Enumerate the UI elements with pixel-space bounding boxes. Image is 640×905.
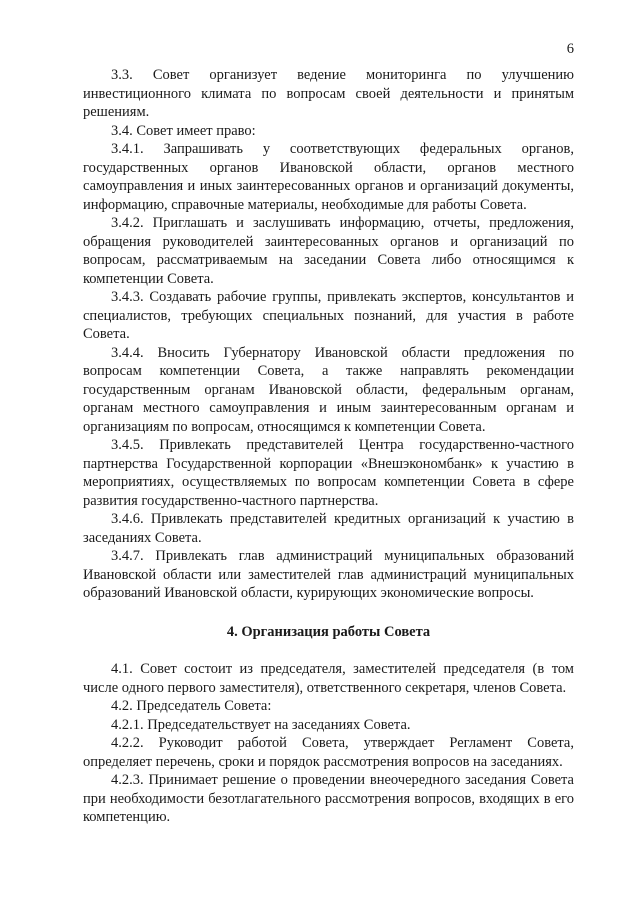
page-number: 6 xyxy=(566,41,574,57)
paragraph-4-2-2: 4.2.2. Руководит работой Совета, утверждает Регламент Совета, определяет перечень, сроки и порядок рассмотрения вопросов на заседаниях. xyxy=(83,735,574,770)
paragraph-3-4: 3.4. Совет имеет право: xyxy=(111,122,256,139)
paragraph-3-4-6: 3.4.6. Привлекать представителей кредитных организаций к участию в заседаниях Совета. xyxy=(83,511,574,546)
paragraph-3-4-1: 3.4.1. Запрашивать у соответствующих федеральных органов, государственных органов Ивановской области, органов местного самоуправления и иных заинтересованных органов и организаций документы, информацию, справочные материалы, необходимые для работы Совета. xyxy=(83,141,574,213)
paragraph-4-1: 4.1. Совет состоит из председателя, заместителей председателя (в том числе одного первого заместителя), ответственного секретаря, членов Совета. xyxy=(83,661,574,696)
paragraph-3-4-7: 3.4.7. Привлекать глав администраций муниципальных образований Ивановской области или заместителей глав администраций муниципальных образований Ивановской области, курирующих экономические вопросы. xyxy=(83,548,574,601)
paragraph-4-2: 4.2. Председатель Совета: xyxy=(111,698,272,714)
paragraph-3-3: 3.3. Совет организует ведение мониторинга по улучшению инвестиционного климата по вопросам своей деятельности и принятым решениям. xyxy=(83,67,574,120)
paragraph-3-4-2: 3.4.2. Приглашать и заслушивать информацию, отчеты, предложения, обращения руководителей заинтересованных органов и организаций по вопросам, рассматриваемым на заседании Совета либо относящимся к компетенции Совета. xyxy=(83,215,574,287)
paragraph-4-2-3: 4.2.3. Принимает решение о проведении внеочередного заседания Совета при необходимости безотлагательного рассмотрения вопросов, входящих в его компетенцию. xyxy=(83,772,574,825)
paragraph-4-2-1: 4.2.1. Председательствует на заседаниях Совета. xyxy=(111,716,411,733)
section-heading: 4. Организация работы Совета xyxy=(226,623,431,640)
paragraph-3-4-5: 3.4.5. Привлекать представителей Центра государственно-частного партнерства Государственной корпорации «Внешэкономбанк» к участию в мероприятиях, осуществляемых по вопросам компетенции Совета в сфере развития государственно-частного партнерства. xyxy=(83,437,574,509)
document-body xyxy=(83,66,574,827)
paragraph-3-4-3: 3.4.3. Создавать рабочие группы, привлекать экспертов, консультантов и специалистов, требующих специальных познаний, для участия в работе Совета. xyxy=(83,289,574,342)
paragraph-3-4-4: 3.4.4. Вносить Губернатору Ивановской области предложения по вопросам компетенции Совета, а также направлять рекомендации государственным органам Ивановской области, федеральным органам, органам местного самоуправления и иным заинтересованным органам и организациям по вопросам, относящимся к компетенции Совета. xyxy=(83,344,574,435)
